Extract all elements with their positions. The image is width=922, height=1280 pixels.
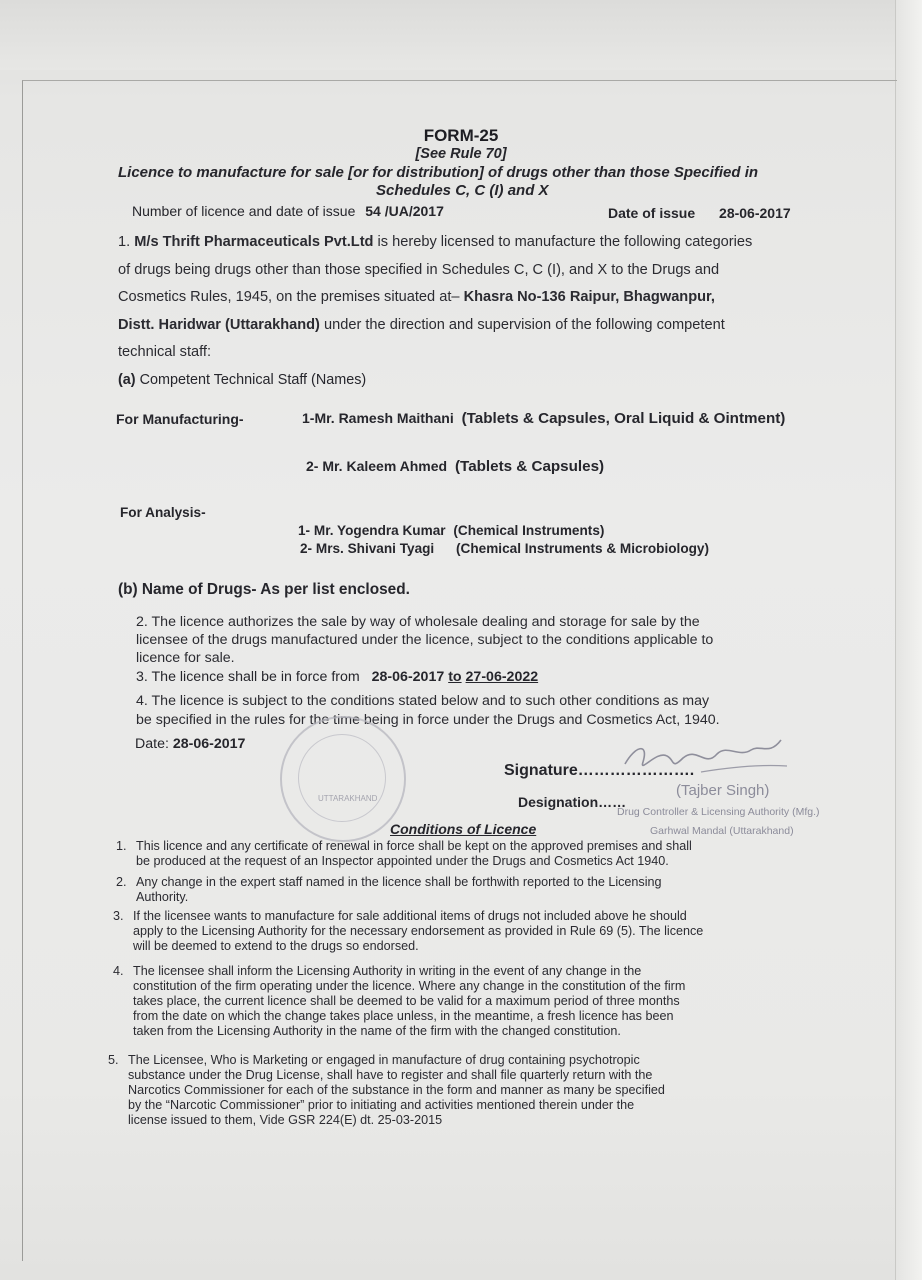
condition-3 (113, 909, 704, 954)
condition-5-line2: substance under the Drug License, shall have to register and shall file quarterly return with the (128, 1068, 653, 1082)
a1-name: 1- Mr. Yogendra Kumar (298, 523, 446, 538)
drugs-label: (b) Name of Drugs- As per list enclosed. (118, 581, 410, 598)
premises-address-2: Distt. Haridwar (Uttarakhand) (118, 316, 320, 333)
licence-number-row (132, 203, 444, 219)
page-top-margin (0, 0, 922, 70)
para1-line3: Cosmetics Rules, 1945, on the premises situated at– (118, 289, 460, 306)
issue-date-row (608, 205, 791, 221)
condition-4-line2: constitution of the firm operating under the licence. Where any change in the constitution of the firm (133, 979, 686, 993)
condition-5-line3: Narcotics Commissioner for each of the substance in the form and manner as many be specified (128, 1083, 665, 1097)
analysis-label: For Analysis- (120, 505, 206, 520)
staff-label: Competent Technical Staff (Names) (139, 372, 367, 388)
page-right-edge (895, 0, 922, 1280)
firm-name: M/s Thrift Pharmaceuticals Pvt.Ltd (134, 234, 374, 250)
condition-4-number: 4. (113, 964, 124, 978)
condition-4-line4: from the date on which the change takes place unless, in the meantime, a fresh licence has been (133, 1009, 674, 1023)
condition-5-line5: license issued to them, Vide GSR 224(E) dt. 25-03-2015 (128, 1113, 443, 1127)
para2-line1: 2. The licence authorizes the sale by way of wholesale dealing and storage for sale by the (136, 614, 700, 630)
rule-reference: [See Rule 70] (415, 146, 507, 162)
a1-area: (Chemical Instruments) (453, 523, 605, 538)
form-title: FORM-25 (423, 126, 499, 145)
conditions-title: Conditions of Licence (390, 821, 537, 837)
para1-text1: is hereby licensed to manufacture the following categories (377, 234, 753, 250)
condition-3-line2: apply to the Licensing Authority for the necessary endorsement as provided in Rule 69 (5). The licence (133, 924, 704, 938)
paragraph-1 (118, 229, 752, 367)
stamp-name: (Tajber Singh) (676, 782, 770, 799)
para4-line2: be specified in the rules for the time being in force under the Drugs and Cosmetics Act, 1940. (136, 712, 720, 728)
validity-from: 28-06-2017 (371, 669, 445, 685)
condition-1-line1: This licence and any certificate of renewal in force shall be kept on the approved premises and shall (136, 839, 692, 853)
manufacturing-label: For Manufacturing- (116, 411, 244, 427)
condition-5-line1: The Licensee, Who is Marketing or engaged in manufacture of drug containing psychotropic (128, 1053, 640, 1067)
para2-line3: licence for sale. (136, 650, 235, 666)
condition-2-line2: Authority. (136, 890, 189, 904)
para1-line5: technical staff: (118, 344, 212, 361)
para1-prefix: 1. (118, 234, 131, 250)
validity-to: 27-06-2022 (465, 669, 539, 685)
date-label: Date: (135, 736, 169, 752)
date-row (135, 736, 245, 752)
stamp-title: Drug Controller & Licensing Authority (Mfg.) (617, 806, 820, 818)
licence-number-value: 54 /UA/2017 (365, 203, 444, 219)
para4-line1: 4. The licence is subject to the conditions stated below and to such other conditions as may (136, 693, 710, 709)
condition-1 (116, 839, 692, 869)
para1-line2: of drugs being drugs other than those specified in Schedules C, C (I), and X to the Drugs and (118, 261, 720, 278)
condition-4-line3: takes place, the current licence shall be deemed to be valid for a maximum period of three months (133, 994, 680, 1008)
staff-heading (118, 372, 366, 388)
condition-5-line4: by the “Narcotic Commissioner” prior to initiating and activities mentioned therein under the (128, 1098, 635, 1112)
date-value: 28-06-2017 (172, 736, 246, 752)
m2-name: 2- Mr. Kaleem Ahmed (306, 458, 448, 474)
form-heading-line2: Schedules C, C (I) and X (376, 182, 549, 199)
paragraph-2 (136, 613, 713, 667)
seal-text: UTTARAKHAND (318, 794, 378, 803)
condition-3-line3: will be deemed to extend to the drugs so endorsed. (133, 939, 419, 953)
validity-to-word: to (448, 669, 462, 685)
para2-line2: licensee of the drugs manufactured under the licence, subject to the conditions applicable to (136, 632, 714, 648)
issue-date-value: 28-06-2017 (719, 205, 791, 221)
condition-5 (108, 1053, 665, 1128)
m1-name: 1-Mr. Ramesh Maithani (302, 410, 454, 426)
condition-3-number: 3. (113, 909, 124, 923)
condition-1-line2: be produced at the request of an Inspector appointed under the Drugs and Cosmetics Act 1940. (136, 854, 669, 868)
designation-label: Designation…… (518, 794, 627, 810)
analysis-staff-2 (300, 541, 709, 556)
para1-line4: under the direction and supervision of the following competent (323, 316, 725, 333)
issue-date-label: Date of issue (608, 205, 696, 221)
form-heading-line1: Licence to manufacture for sale [or for distribution] of drugs other than those Specified in (118, 164, 759, 181)
stamp-place: Garhwal Mandal (Uttarakhand) (650, 825, 794, 837)
condition-4-line1: The licensee shall inform the Licensing Authority in writing in the event of any change in the (133, 964, 642, 978)
para3-text: 3. The licence shall be in force from (136, 669, 360, 685)
a2-area: (Chemical Instruments & Microbiology) (456, 541, 710, 556)
condition-4 (113, 964, 686, 1039)
condition-1-number: 1. (116, 839, 127, 853)
condition-3-line1: If the licensee wants to manufacture for sale additional items of drugs not included above he should (133, 909, 687, 923)
manufacturing-staff-1 (302, 410, 785, 427)
paragraph-3 (136, 669, 538, 685)
staff-label-a: (a) (118, 372, 136, 388)
manufacturing-staff-2 (306, 458, 604, 475)
condition-2-line1: Any change in the expert staff named in the licence shall be forthwith reported to the Licensing (136, 875, 662, 889)
m1-area: (Tablets & Capsules, Oral Liquid & Ointment) (461, 410, 786, 427)
analysis-staff-1 (298, 523, 604, 538)
official-seal (280, 716, 406, 842)
premises-address-1: Khasra No-136 Raipur, Bhagwanpur, (463, 289, 715, 306)
signature-label: Signature…………………. (504, 762, 695, 779)
a2-name: 2- Mrs. Shivani Tyagi (300, 541, 435, 556)
m2-area: (Tablets & Capsules) (454, 458, 605, 475)
condition-2 (116, 875, 662, 905)
licence-number-label: Number of licence and date of issue (132, 203, 356, 219)
condition-4-line5: taken from the Licensing Authority in the name of the firm with the changed constitution. (133, 1024, 621, 1038)
condition-2-number: 2. (116, 875, 127, 889)
paragraph-4 (136, 692, 720, 730)
condition-5-number: 5. (108, 1053, 119, 1067)
